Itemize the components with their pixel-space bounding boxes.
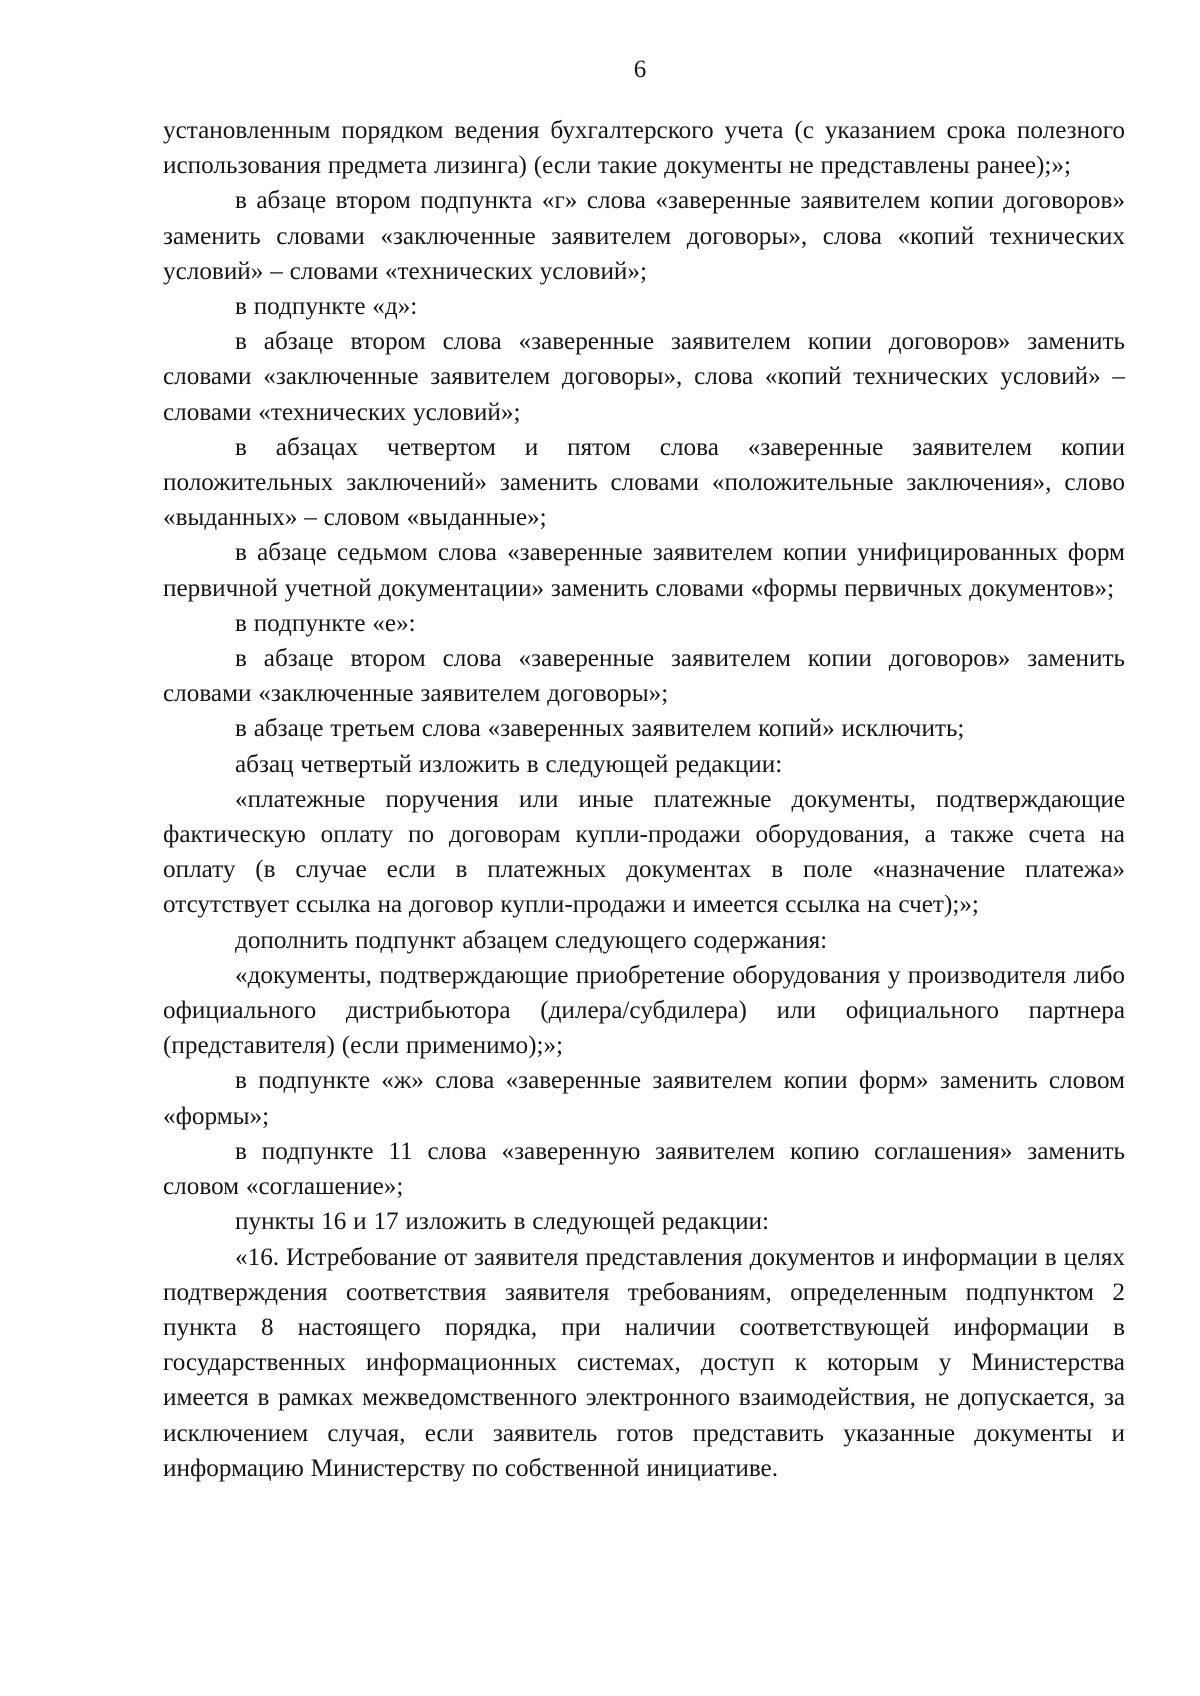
- paragraph: абзац четвертый изложить в следующей редакции:: [235, 750, 783, 778]
- paragraph: в абзаце седьмом слова «заверенные заявителем копии унифицированных форм первичной учетной документации» заменить словами «формы первичных документов»;: [163, 539, 1125, 602]
- paragraph: в абзаце втором подпункта «г» слова «заверенные заявителем копии договоров» заменить словами «заключенные заявителем договоры», слова «копий технических условий» – словами «технических условий»;: [163, 187, 1125, 285]
- paragraph: в подпункте «ж» слова «заверенные заявителем копии форм» заменить словом «формы»;: [163, 1067, 1125, 1130]
- paragraph: в абзаце втором слова «заверенные заявителем копии договоров» заменить словами «заключенные заявителем договоры», слова «копий технических условий» – словами «технических условий»;: [163, 328, 1125, 426]
- paragraph: дополнить подпункт абзацем следующего содержания:: [235, 926, 828, 954]
- page-number: 6: [633, 56, 647, 83]
- paragraph: в абзаце втором слова «заверенные заявителем копии договоров» заменить словами «заключенные заявителем договоры»;: [163, 645, 1125, 708]
- paragraph: «16. Истребование от заявителя представления документов и информации в целях подтверждения соответствия заявителя требованиям, определенным подпунктом 2 пункта 8 настоящего порядка, при наличии соответствующей информации в государственных информационных системах, доступ к которым у Министерства имеется в рамках межведомственного электронного взаимодействия, не допускается, за исключением случая, если заявитель готов представить указанные документы и информацию Министерству по собственной инициативе.: [163, 1243, 1125, 1482]
- paragraph: в абзацах четвертом и пятом слова «заверенные заявителем копии положительных заключений» заменить словами «положительные заключения», слово «выданных» – словом «выданные»;: [163, 433, 1125, 532]
- paragraph: пункты 16 и 17 изложить в следующей редакции:: [235, 1208, 770, 1236]
- paragraph: «документы, подтверждающие приобретение оборудования у производителя либо официального дистрибьютора (дилера/субдилера) или официального партнера (представителя) (если применимо);»;: [163, 961, 1125, 1060]
- document-body: [163, 113, 1125, 1486]
- paragraph: в подпункте 11 слова «заверенную заявителем копию соглашения» заменить словом «соглашение»;: [163, 1137, 1125, 1201]
- paragraph: в абзаце третьем слова «заверенных заявителем копий» исключить;: [235, 715, 965, 743]
- paragraph: в подпункте «д»:: [235, 293, 418, 321]
- paragraph: в подпункте «е»:: [235, 609, 416, 637]
- paragraph: «платежные поручения или иные платежные документы, подтверждающие фактическую оплату по договорам купли-продажи оборудования, а также счета на оплату (в случае если в платежных документах в поле «назначение платежа» отсутствует ссылка на договор купли-продажи и имеется ссылка на счет);»;: [163, 785, 1125, 919]
- paragraph: установленным порядком ведения бухгалтерского учета (с указанием срока полезного использования предмета лизинга) (если такие документы не представлены ранее);»;: [163, 117, 1125, 180]
